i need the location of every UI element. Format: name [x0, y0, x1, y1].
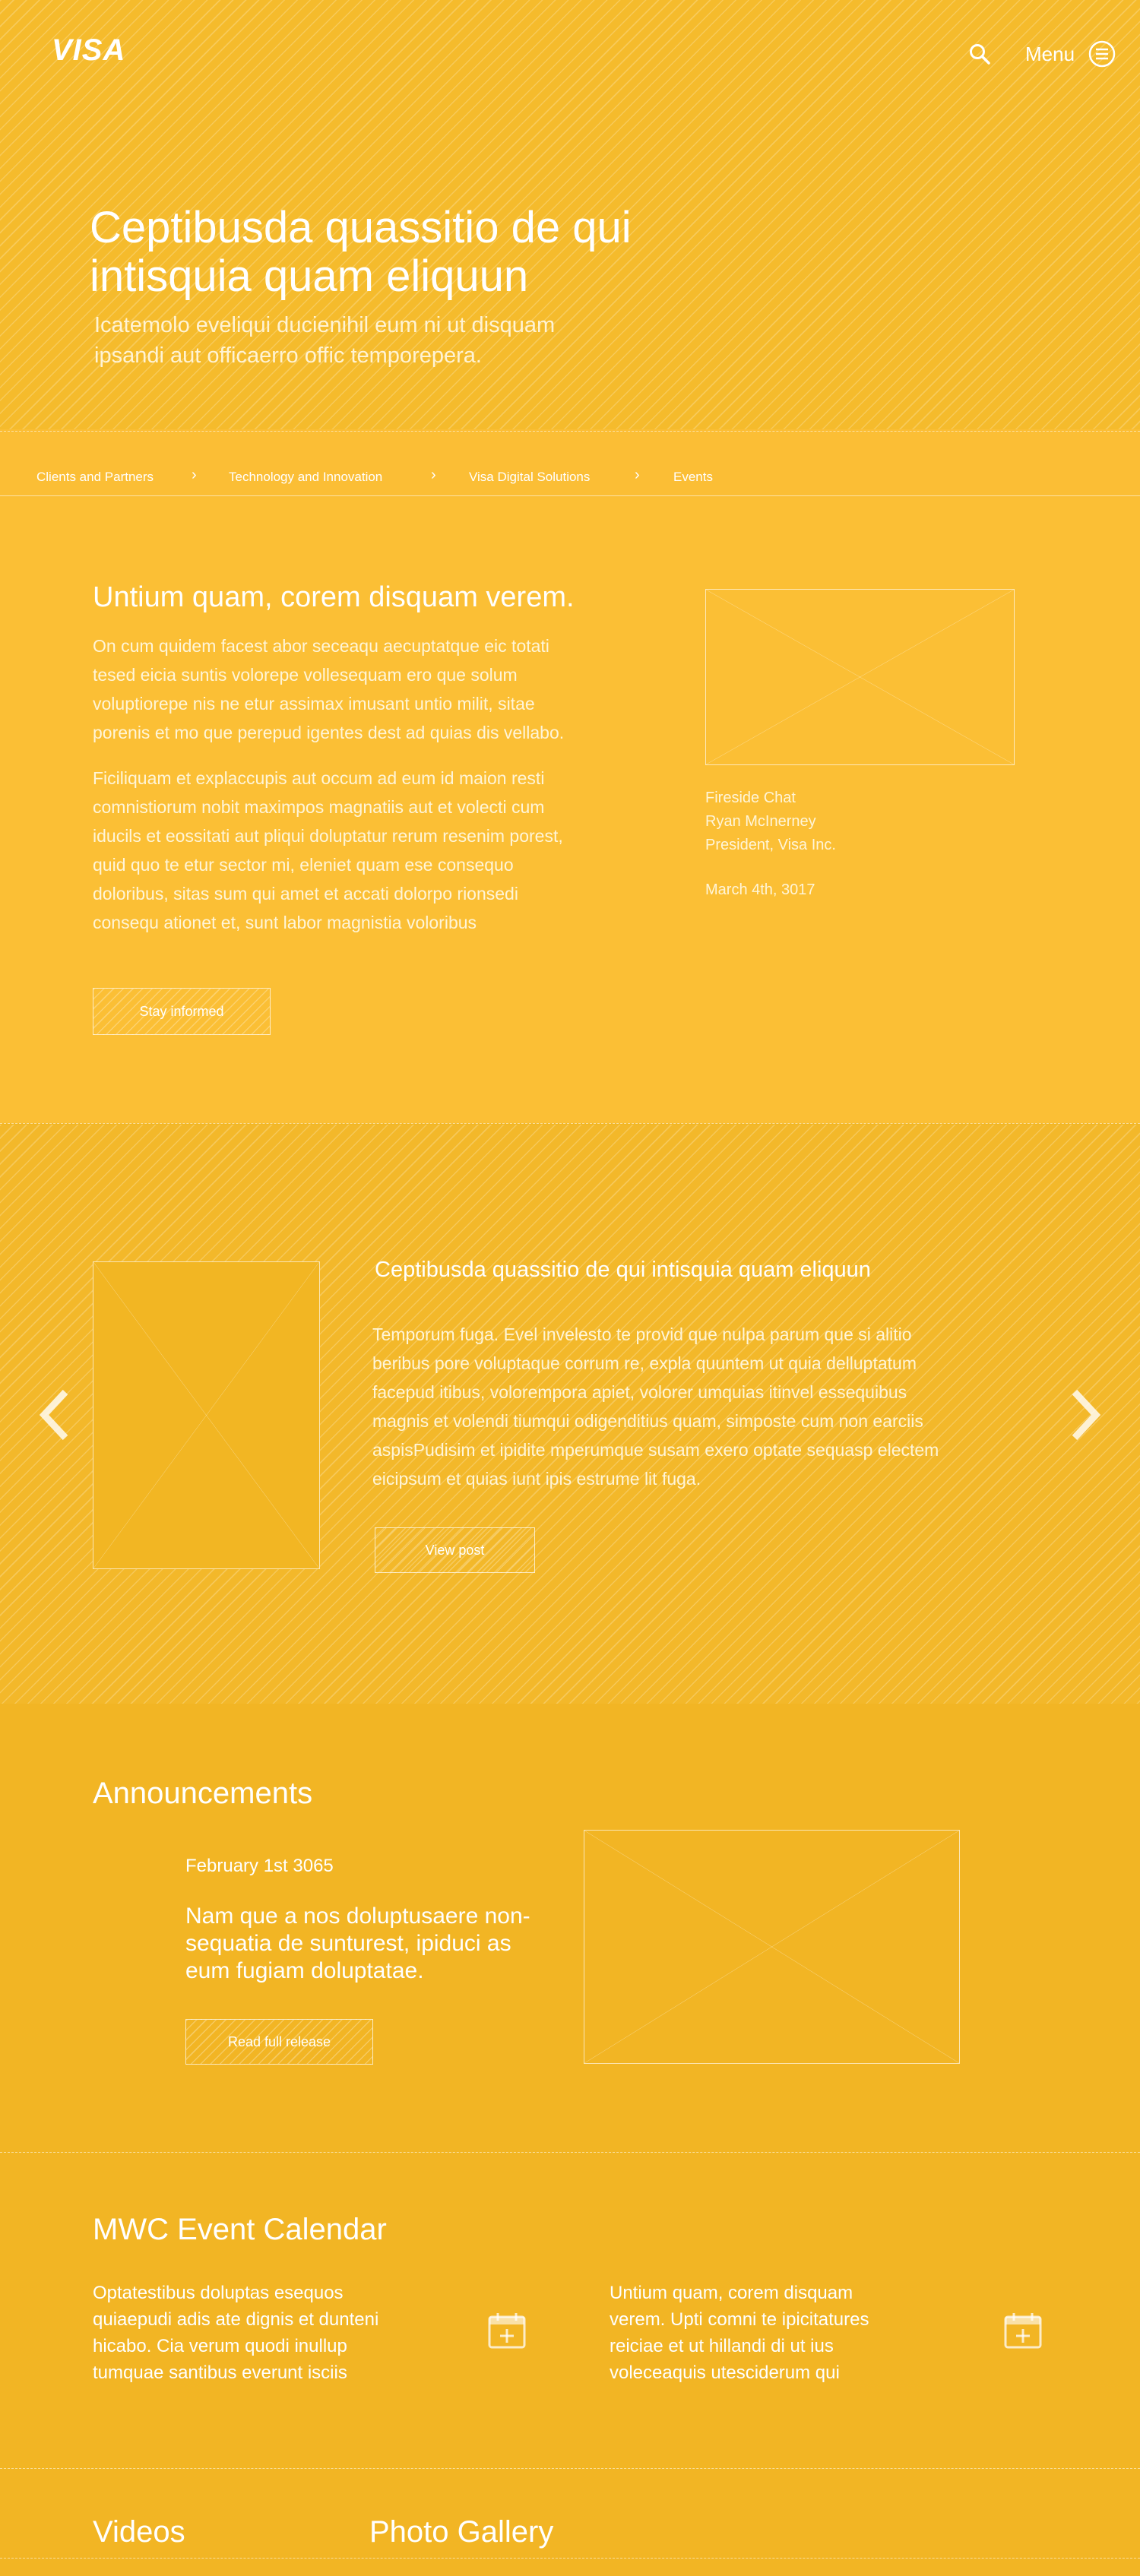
intro-paragraph-1-line: voluptiorepe nis ne etur assimax imusant untio milit, sitae — [93, 694, 535, 714]
announcement-headline-line: sequatia de sunturest, ipiduci as — [185, 1931, 511, 1956]
event-image-placeholder — [705, 589, 1015, 765]
intro-paragraph-2-line: doloribus, sitas sum qui amet et accati dolorpo rionsedi — [93, 884, 518, 903]
calendar-item-line: hicabo. Cia verum quodi inullup — [93, 2336, 347, 2356]
search-icon[interactable] — [968, 43, 991, 65]
announcements-heading: Announcements — [93, 1777, 313, 1810]
breadcrumb-item-digital-solutions[interactable]: Visa Digital Solutions — [469, 470, 591, 484]
calendar-add-icon[interactable] — [487, 2311, 527, 2350]
event-detail-line: Fireside Chat — [705, 790, 796, 806]
post-excerpt-line: eicipsum et quias iunt ipis estrume lit fuga. — [372, 1469, 701, 1489]
intro-paragraph-2-line: Ficiliquam et explaccupis aut occum ad eum id maion resti — [93, 768, 545, 788]
calendar-item-line: quiaepudi adis ate dignis et dunteni — [93, 2309, 379, 2330]
announcement-headline-line: Nam que a nos doluptusaere non- — [185, 1904, 530, 1929]
calendar-item-text[interactable] — [610, 2280, 869, 2386]
calendar-item-line: Untium quam, corem disquam — [610, 2283, 853, 2303]
menu-label[interactable]: Menu — [1025, 43, 1075, 65]
intro-paragraph-1-line: On cum quidem facest abor seceaqu aecuptatque eic totati — [93, 636, 549, 656]
post-excerpt-line: Temporum fuga. Evel invelesto te provid que nulpa parum que si alitio — [372, 1324, 912, 1344]
post-excerpt-line: magnis et volendi tiumqui odigenditius quam, simposte cum non earciis — [372, 1411, 923, 1431]
intro-paragraph-2-line: comnistiorum nobit maximpos magnatiis aut et volecti cum — [93, 797, 545, 817]
calendar-item-line: verem. Upti comni te ipicitatures — [610, 2309, 869, 2330]
featured-carousel — [0, 1125, 1140, 1704]
breadcrumb-item-clients[interactable]: Clients and Partners — [36, 470, 154, 484]
post-excerpt-line: facepud itibus, volorempora apiet, volorer umquias itinvel essequibus — [372, 1382, 907, 1402]
tab-videos[interactable]: Videos — [93, 2515, 185, 2549]
chevron-left-icon[interactable] — [33, 1385, 76, 1445]
read-full-release-button[interactable]: Read full release — [185, 2019, 373, 2065]
hero-title-line-2: intisquia quam eliquun — [90, 252, 529, 301]
stay-informed-button[interactable]: Stay informed — [93, 988, 271, 1035]
intro-paragraph-1-line: porenis et mo que perepud igentes dest ad quias dis vellabo. — [93, 723, 565, 742]
intro-section — [0, 498, 1140, 1123]
event-details — [705, 786, 836, 857]
post-excerpt — [372, 1320, 939, 1493]
hero-subtitle-line-2: ipsandi aut officaerro offic temporepera. — [94, 343, 482, 368]
announcements-section — [0, 1704, 1140, 2152]
calendar-item-line: voleceaquis utesciderum qui — [610, 2362, 840, 2383]
hero-subtitle-line-1: Icatemolo eveliqui ducienihil eum ni ut disquam — [94, 313, 556, 337]
intro-paragraph-1 — [93, 631, 564, 747]
breadcrumb — [0, 429, 1140, 498]
calendar-item-line: reiciae et ut hillandi di ut ius — [610, 2336, 834, 2356]
announcement-date: February 1st 3065 — [185, 1856, 334, 1876]
calendar-item-line: Optatestibus doluptas esequos — [93, 2283, 344, 2303]
calendar-item-line: tumquae santibus everunt isciis — [93, 2362, 347, 2383]
calendar-heading: MWC Event Calendar — [93, 2213, 387, 2246]
announcement-image-placeholder — [584, 1830, 960, 2064]
hero-title-line-1: Ceptibusda quassitio de qui — [90, 203, 632, 252]
intro-heading: Untium quam, corem disquam verem. — [93, 581, 575, 613]
breadcrumb-item-events[interactable]: Events — [673, 470, 713, 484]
post-title: Ceptibusda quassitio de qui intisquia quam eliquun — [375, 1258, 871, 1282]
calendar-add-icon[interactable] — [1003, 2311, 1043, 2350]
event-calendar-section — [0, 2154, 1140, 2468]
breadcrumb-separator: › — [635, 467, 640, 483]
post-excerpt-line: beribus pore voluptaque corrum re, expla quuntem ut quia delluptatum — [372, 1353, 917, 1373]
breadcrumb-item-technology[interactable]: Technology and Innovation — [229, 470, 383, 484]
intro-paragraph-2 — [93, 764, 563, 937]
visa-logo[interactable]: VISA — [52, 33, 126, 67]
event-date: March 4th, 3017 — [705, 881, 815, 898]
intro-paragraph-2-line: quid quo te etur sector mi, eleniet quam ese consequo — [93, 855, 514, 875]
hamburger-circle-icon[interactable] — [1088, 40, 1116, 68]
breadcrumb-separator: › — [192, 467, 197, 483]
intro-paragraph-2-line: consequ ationet et, sunt labor magnistia voloribus — [93, 913, 477, 932]
breadcrumb-separator: › — [431, 467, 436, 483]
event-detail-line: President, Visa Inc. — [705, 837, 836, 853]
chevron-right-icon[interactable] — [1064, 1385, 1107, 1445]
announcement-headline-line: eum fugiam doluptatae. — [185, 1958, 424, 1983]
media-section — [0, 2470, 1140, 2576]
intro-paragraph-1-line: tesed eicia suntis volorepe vollesequam ero que solum — [93, 665, 518, 685]
post-excerpt-line: aspisPudisim et ipidite mperumque susam exero optate sequasp electem — [372, 1440, 939, 1460]
announcement-headline — [185, 1903, 530, 1985]
view-post-button[interactable]: View post — [375, 1527, 535, 1573]
calendar-item-text[interactable] — [93, 2280, 378, 2386]
post-image-placeholder — [93, 1261, 320, 1569]
event-detail-line: Ryan McInerney — [705, 813, 816, 830]
hero-section — [0, 0, 1140, 429]
tab-photo-gallery[interactable]: Photo Gallery — [369, 2515, 554, 2549]
intro-paragraph-2-line: iducils et eossitati aut pliqui doluptatur rerum resenim porest, — [93, 826, 563, 846]
